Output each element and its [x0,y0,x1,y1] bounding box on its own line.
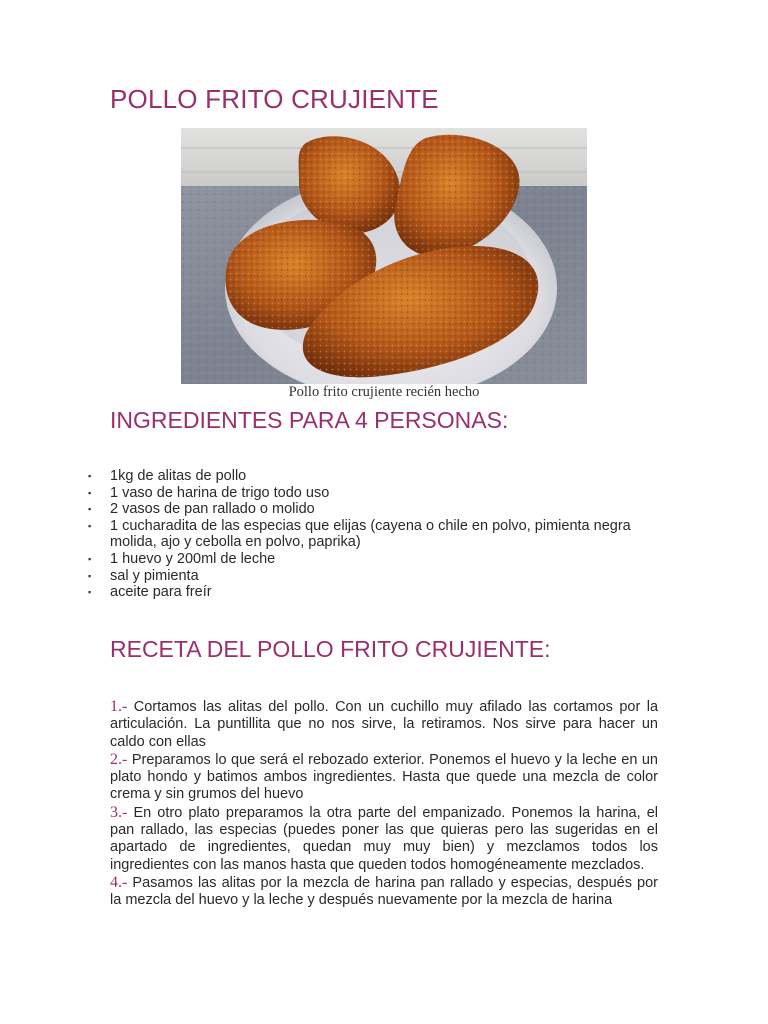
bullet-icon: ▪ [88,587,92,598]
list-item: ▪ aceite para freír [88,584,212,601]
list-item: ▪ sal y pimienta [88,567,199,584]
step-text: En otro plato preparamos la otra parte del empanizado. Ponemos la harina, el pan rallado, las especias (puedes poner las que quieras pero las sugeridas en el apartado de ingredientes, quedan muy muy bien) y mezclamos todos los ingredientes con las manos hasta que queden todos homogéneamente mezclados. [110,804,658,873]
bullet-icon: ▪ [88,520,92,531]
recipe-step [110,751,658,804]
list-item: ▪ 1kg de alitas de pollo [88,468,247,484]
step-text: Pasamos las alitas por la mezcla de harina pan rallado y especias, después por la mezcla del huevo y la leche y después nuevamente por la mezcla de harina [110,874,659,909]
recipe-heading: RECETA DEL POLLO FRITO CRUJIENTE: [110,636,551,662]
fried-chicken-photo [181,128,587,384]
step-text: Cortamos las alitas del pollo. Con un cuchillo muy afilado las cortamos por la articulación. La puntillita que no nos sirve, la retiramos. Nos sirve para hacer un caldo con ellas [110,699,659,750]
step-number: 3.- [110,803,128,821]
list-item: ▪ 1 cucharadita de las especias que elijas (cayena o chile en polvo, pimienta negra molida, ajo y cebolla en polvo, paprika) [88,517,631,551]
recipe-step [110,874,658,910]
photo-caption: Pollo frito crujiente recién hecho [288,384,480,400]
ingredients-heading: INGREDIENTES PARA 4 PERSONAS: [110,407,509,433]
list-item: ▪ 2 vasos de pan rallado o molido [88,501,315,518]
page-title: POLLO FRITO CRUJIENTE [110,84,439,114]
bullet-icon: ▪ [88,487,92,498]
ingredients-list [88,468,650,601]
recipe-step [110,698,658,751]
step-number: 4.- [110,873,128,891]
bullet-icon: ▪ [88,553,92,564]
bullet-icon: ▪ [88,570,92,581]
step-number: 1.- [110,698,128,715]
step-text: Preparamos lo que será el rebozado exterior. Ponemos el huevo y la leche en un plato hondo y batimos ambos ingredientes. Hasta que quede una mezcla de color crema y sin grumos del huevo [110,751,658,803]
bullet-icon: ▪ [88,471,92,481]
recipe-step [110,804,658,874]
list-item: ▪ 1 huevo y 200ml de leche [88,550,276,567]
recipe-steps [110,698,658,910]
list-item: ▪ 1 vaso de harina de trigo todo uso [88,484,330,501]
step-number: 2.- [110,750,128,768]
bullet-icon: ▪ [88,504,92,515]
